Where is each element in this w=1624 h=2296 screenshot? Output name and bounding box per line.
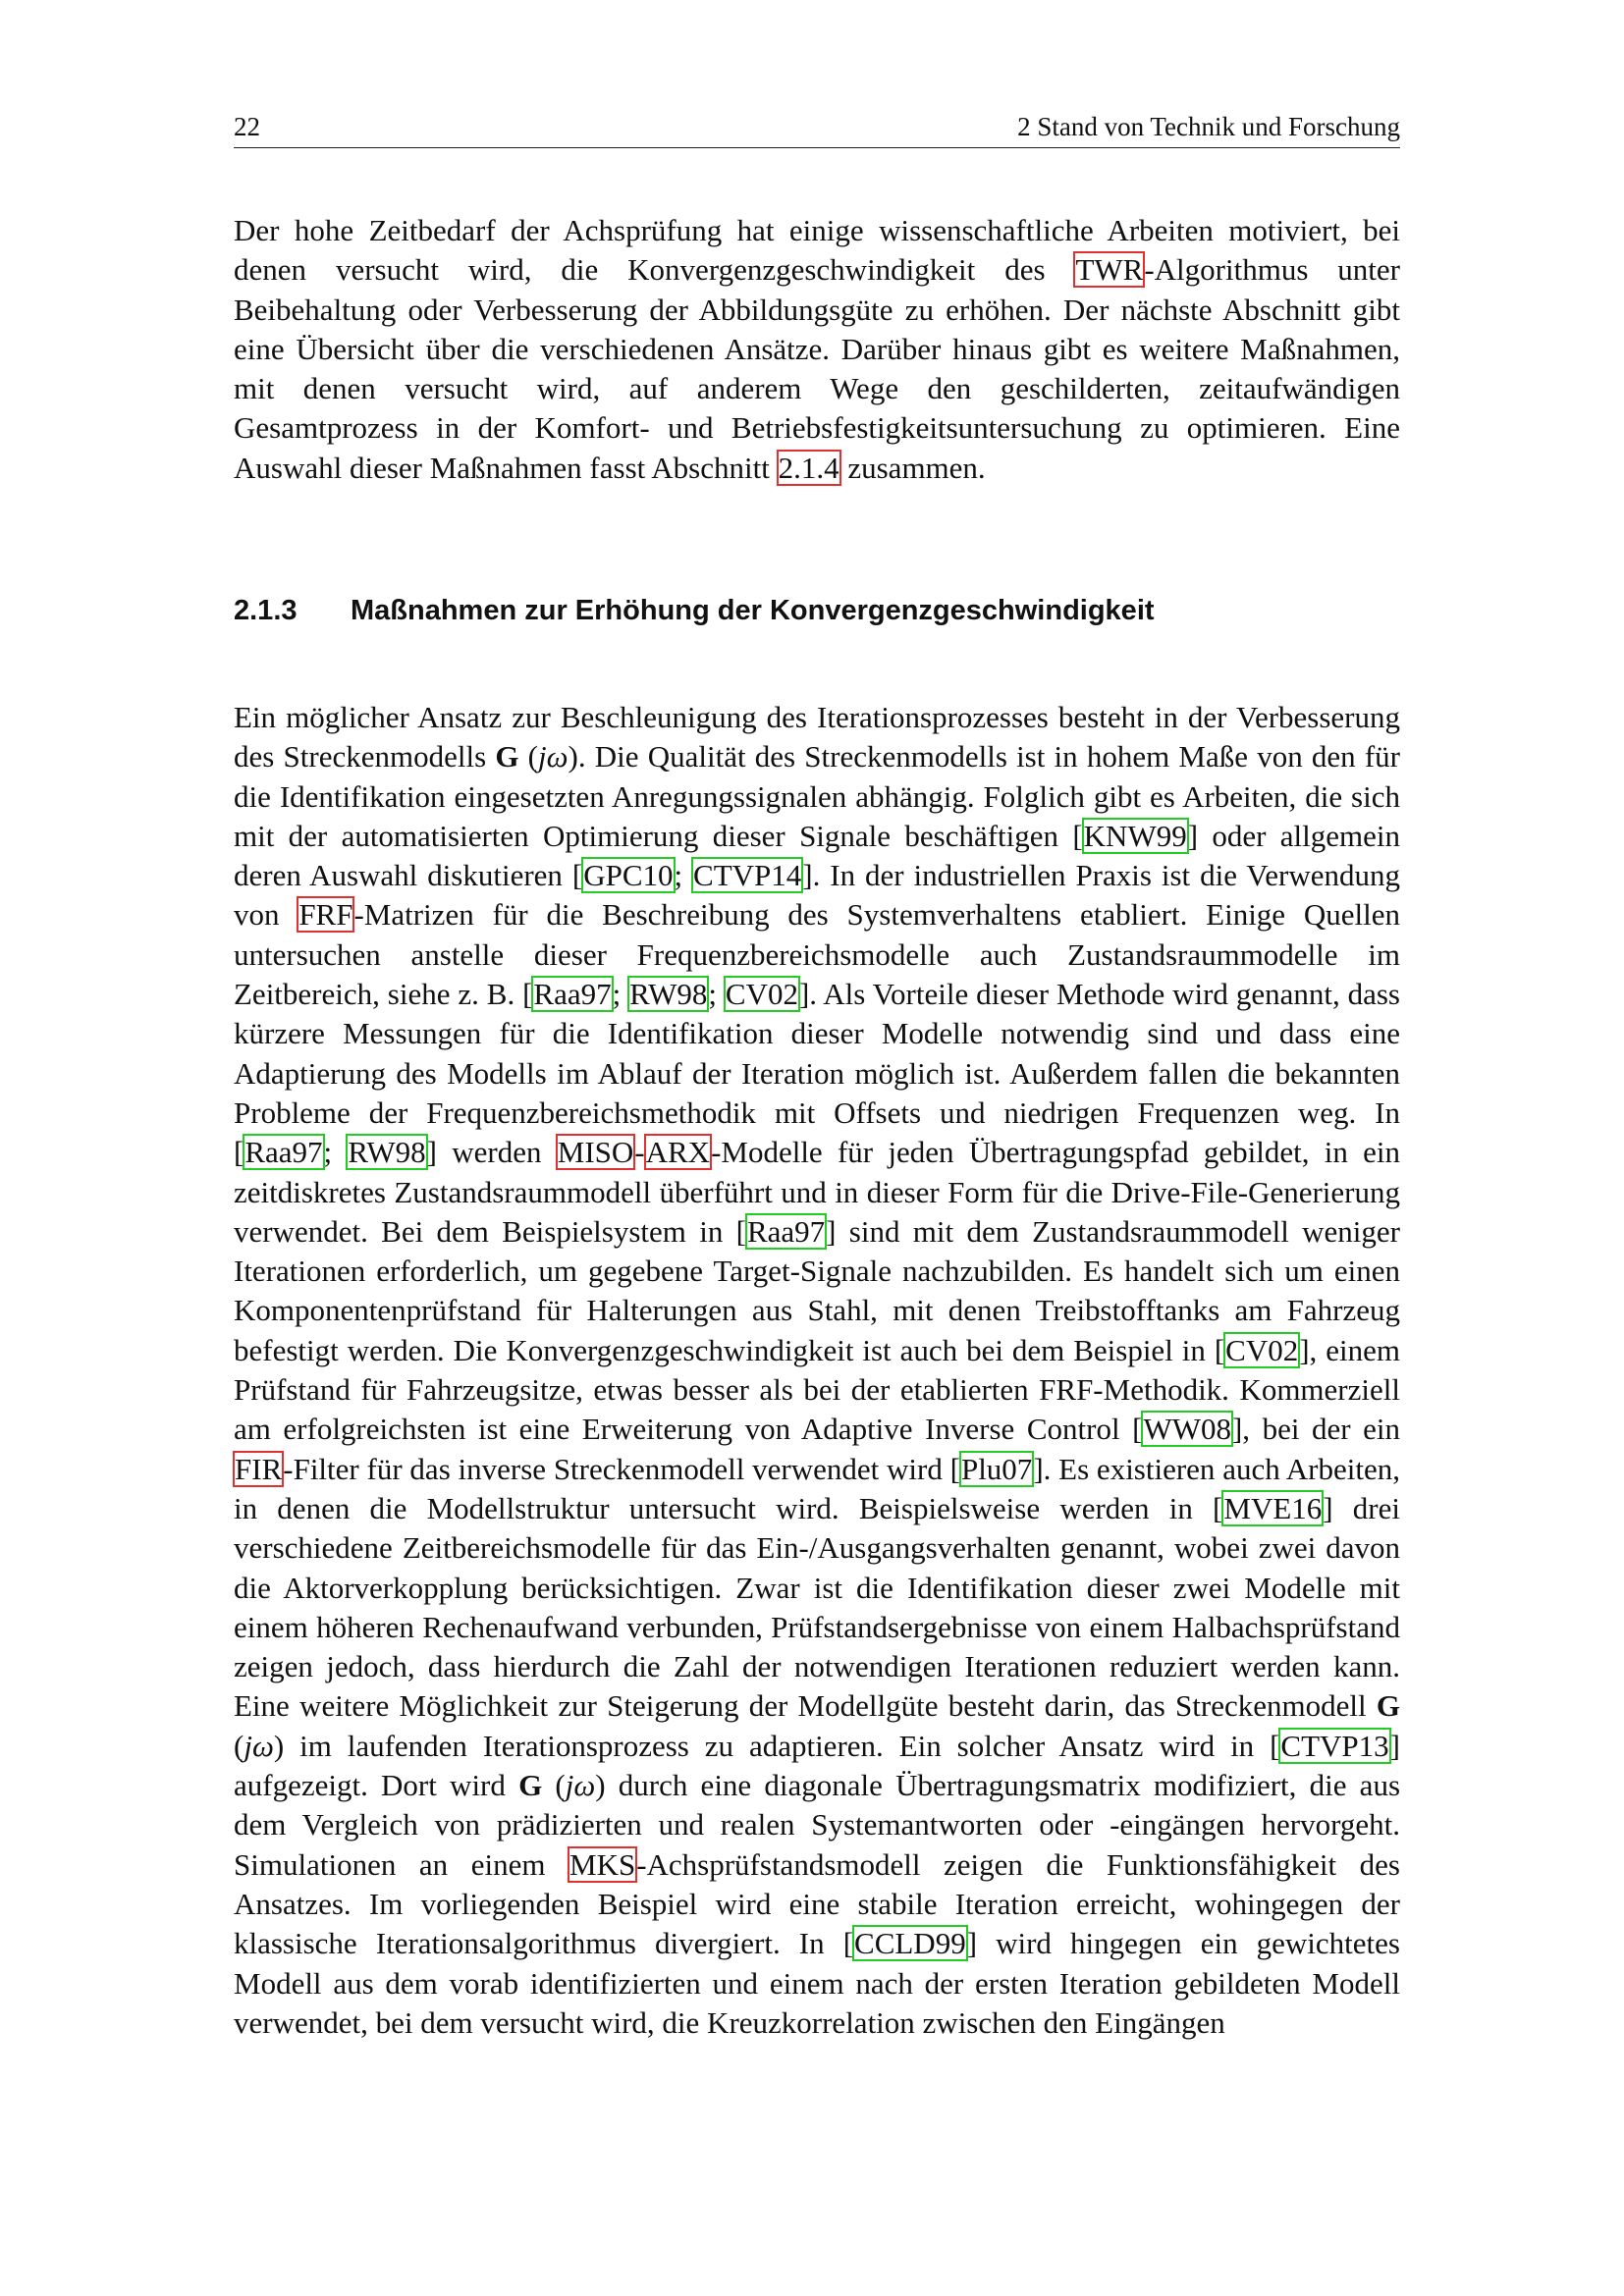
citation-link-mve16[interactable]: MVE16	[1223, 1490, 1323, 1525]
citation-link-plu07[interactable]: Plu07	[960, 1451, 1033, 1486]
citation-link-knw99[interactable]: KNW99	[1083, 818, 1187, 853]
citation-link-cv02[interactable]: CV02	[1225, 1332, 1299, 1367]
acronym-link-fir[interactable]: FIR	[235, 1451, 283, 1486]
section-heading	[234, 595, 1155, 627]
citation-link-rw98[interactable]: RW98	[629, 977, 708, 1012]
section-link-2-1-4[interactable]: 2.1.4	[778, 450, 839, 485]
citation-link-cv02[interactable]: CV02	[725, 977, 798, 1012]
math-g-jomega: G (jω)	[518, 1768, 606, 1803]
citation-link-gpc10[interactable]: GPC10	[583, 858, 674, 893]
math-g-jomega: G (jω)	[234, 1688, 1400, 1763]
acronym-link-mks[interactable]: MKS	[569, 1846, 636, 1882]
acronym-link-frf[interactable]: FRF	[298, 897, 353, 933]
page-header	[234, 112, 1400, 148]
citation-link-rw98[interactable]: RW98	[348, 1135, 426, 1170]
citation-link-raa97[interactable]: Raa97	[746, 1213, 826, 1249]
citation-link-ctvp13[interactable]: CTVP13	[1280, 1728, 1389, 1763]
acronym-link-arx[interactable]: ARX	[645, 1135, 711, 1170]
acronym-link-twr[interactable]: TWR	[1075, 252, 1144, 288]
citation-link-ccld99[interactable]: CCLD99	[854, 1926, 966, 1961]
math-g-jomega: G (jω)	[495, 739, 578, 774]
citation-link-ctvp14[interactable]: CTVP14	[693, 858, 802, 893]
section-number: 2.1.3	[234, 595, 298, 626]
citation-link-raa97[interactable]: Raa97	[244, 1135, 323, 1170]
paragraph-intro: Der hohe Zeitbedarf der Achsprüfung hat einige wissenschaftliche Arbeiten motiviert, bei denen versucht wird, die Konvergenzgeschwindigkeit des TWR-Algorithmus unter Beibehaltung oder Verbesserung der Abbildungsgüte zu erhöhen. Der nächste Abschnitt gibt eine Übersicht über die verschiedenen Ansätze. Darüber hinaus gibt es weitere Maßnahmen, mit denen versucht wird, auf anderem Wege den geschilderten, zeitaufwändigen Gesamtprozess in der Komfort- und Betriebsfestigkeitsuntersuchung zu optimieren. Eine Auswahl dieser Maßnahmen fasst Abschnitt 2.1.4 zusammen.	[234, 213, 1400, 485]
section-title: Maßnahmen zur Erhöhung der Konvergenzgeschwindigkeit	[351, 595, 1155, 626]
page-number: 22	[234, 112, 260, 141]
paragraph-main: Ein möglicher Ansatz zur Beschleunigung des Iterationsprozesses besteht in der Verbesserung des Streckenmodells G (jω). Die Qualität des Streckenmodells ist in hohem Maße von den für die Identifikation eingesetzten Anregungssignalen abhängig. Folglich gibt es Arbeiten, die sich mit der automatisierten Optimierung dieser Signale beschäftigen [KNW99] oder allgemein deren Auswahl diskutieren [GPC10; CTVP14]. In der industriellen Praxis ist die Verwendung von FRF-Matrizen für die Beschreibung des Systemverhaltens etabliert. Einige Quellen untersuchen anstelle dieser Frequenzbereichsmodelle auch Zustandsraummodelle im Zeitbereich, siehe z. B. [Raa97; RW98; CV02]. Als Vorteile dieser Methode wird genannt, dass kürzere Messungen für die Identifikation dieser Modelle notwendig sind und dass eine Adaptierung des Modells im Ablauf der Iteration möglich ist. Außerdem fallen die bekannten Probleme der Frequenzbereichsmethodik mit Offsets und niedrigen Frequenzen weg. In [Raa97; RW98] werden MISO-ARX-Modelle für jeden Übertragungspfad gebildet, in ein zeitdiskretes Zustandsraummodell überführt und in dieser Form für die Drive-File-Generierung verwendet. Bei dem Beispielsystem in [Raa97] sind mit dem Zustandsraummodell weniger Iterationen erforderlich, um gegebene Target-Signale nachzubilden. Es handelt sich um einen Komponentenprüfstand für Halterungen aus Stahl, mit denen Treibstofftanks am Fahrzeug befestigt werden. Die Konvergenzgeschwindigkeit ist auch bei dem Beispiel in [CV02], einem Prüfstand für Fahrzeugsitze, etwas besser als bei der etablierten FRF-Methodik. Kommerziell am erfolgreichsten ist eine Erweiterung von Adaptive Inverse Control [WW08], bei der ein FIR-Filter für das inverse Streckenmodell verwendet wird [Plu07]. Es existieren auch Arbeiten, in denen die Modellstruktur untersucht wird. Beispielsweise werden in [MVE16] drei verschiedene Zeitbereichsmodelle für das Ein-/Ausgangsverhalten genannt, wobei zwei davon die Aktorverkopplung berücksichtigen. Zwar ist die Identifikation dieser zwei Modelle mit einem höheren Rechenaufwand verbunden, Prüfstandsergebnisse von einem Halbachsprüfstand zeigen jedoch, dass hierdurch die Zahl der notwendigen Iterationen reduziert werden kann. Eine weitere Möglichkeit zur Steigerung der Modellgüte besteht darin, das Streckenmodell G (jω) im laufenden Iterationsprozess zu adaptieren. Ein solcher Ansatz wird in [CTVP13] aufgezeigt. Dort wird G (jω) durch eine diagonale Übertragungsmatrix modifiziert, die aus dem Vergleich von prädizierten und realen Systemantworten oder -eingängen hervorgeht. Simulationen an einem MKS-Achsprüfstandsmodell zeigen die Funktionsfähigkeit des Ansatzes. Im vorliegenden Beispiel wird eine stabile Iteration erreicht, wohingegen der klassische Iterationsalgorithmus divergiert. In [CCLD99] wird hingegen ein gewichtetes Modell aus dem vorab identifizierten und einem nach der ersten Iteration gebildeten Modell verwendet, bei dem versucht wird, die Kreuzkorrelation zwischen den Eingängen	[234, 700, 1401, 2040]
citation-link-raa97[interactable]: Raa97	[533, 977, 612, 1012]
acronym-link-miso[interactable]: MISO	[557, 1135, 634, 1170]
citation-link-ww08[interactable]: WW08	[1143, 1412, 1231, 1447]
running-title: 2 Stand von Technik und Forschung	[1017, 112, 1400, 141]
